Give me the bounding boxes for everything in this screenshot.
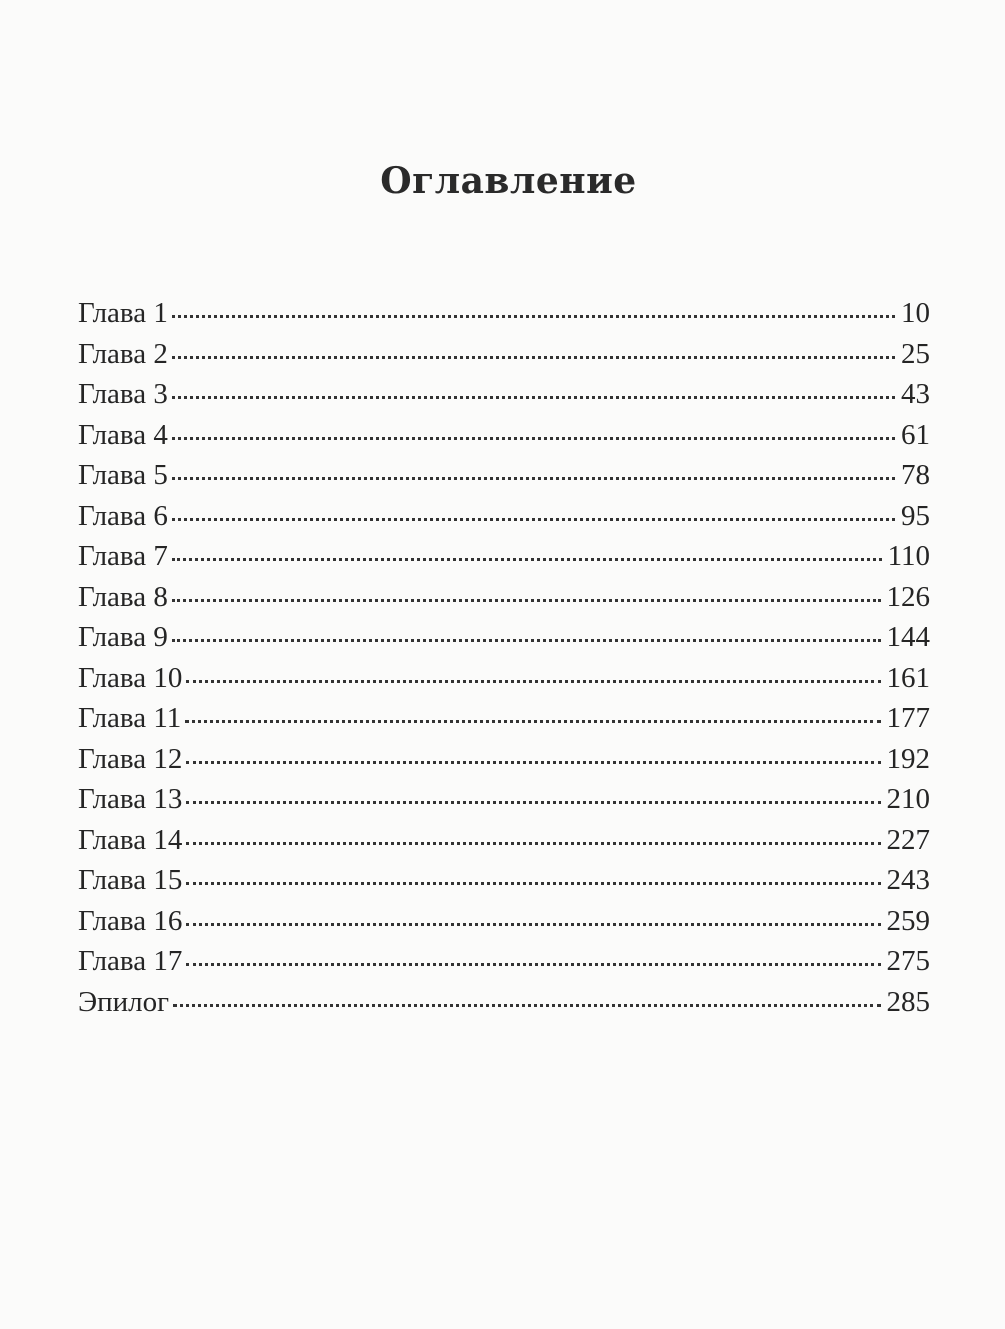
- toc-entry-page: 285: [886, 985, 930, 1018]
- dot-leader: [186, 842, 880, 845]
- toc-entry-label: Глава 5: [78, 459, 168, 491]
- toc-entry: [78, 455, 930, 496]
- toc-entry-page: 110: [887, 540, 930, 572]
- toc-entry: [78, 415, 930, 456]
- toc-entry-page: 95: [901, 499, 930, 532]
- toc-entry: [78, 860, 930, 901]
- dot-leader: [186, 761, 880, 764]
- toc-entry-label: Глава 14: [78, 823, 183, 856]
- toc-entry: [78, 901, 930, 942]
- toc-entry-epilogue: [78, 982, 930, 1023]
- dot-leader: [186, 963, 880, 966]
- page-title: Оглавление: [380, 160, 637, 202]
- dot-leader: [172, 639, 881, 642]
- toc-entry-label: Глава 16: [78, 904, 183, 937]
- toc-entry: [78, 698, 930, 739]
- toc-entry-label: Эпилог: [78, 985, 170, 1018]
- toc-entry: [78, 374, 930, 415]
- toc-entry-page: 78: [901, 459, 930, 491]
- toc-entry-label: Глава 9: [78, 621, 168, 653]
- dot-leader: [186, 801, 880, 804]
- toc-entry-label: Глава 7: [78, 540, 168, 572]
- toc-entry-label: Глава 6: [78, 499, 168, 532]
- toc-entry: [78, 577, 930, 618]
- dot-leader: [172, 437, 895, 440]
- toc-entry: [78, 617, 930, 658]
- dot-leader: [172, 477, 895, 480]
- toc-entry-page: 144: [886, 621, 930, 653]
- toc-entry-label: Глава 17: [78, 945, 183, 977]
- toc-entry-page: 126: [886, 580, 930, 613]
- dot-leader: [172, 356, 895, 359]
- toc-entry: [78, 739, 930, 780]
- toc-entry-label: Глава 15: [78, 864, 183, 896]
- table-of-contents: [78, 293, 930, 1022]
- dot-leader: [173, 1004, 880, 1007]
- toc-entry-page: 192: [886, 742, 930, 775]
- toc-entry-label: Глава 3: [78, 378, 168, 410]
- toc-entry-page: 10: [901, 297, 930, 329]
- toc-entry-page: 61: [901, 418, 930, 451]
- toc-entry-label: Глава 1: [78, 297, 168, 329]
- dot-leader: [172, 396, 895, 399]
- toc-entry-page: 43: [901, 378, 930, 410]
- toc-entry-label: Глава 13: [78, 783, 183, 815]
- dot-leader: [186, 882, 880, 885]
- dot-leader: [172, 315, 895, 318]
- toc-entry-label: Глава 2: [78, 337, 168, 370]
- toc-entry-page: 243: [886, 864, 930, 896]
- toc-entry-label: Глава 11: [78, 702, 182, 734]
- toc-entry: [78, 779, 930, 820]
- toc-entry-page: 210: [886, 783, 930, 815]
- dot-leader: [172, 558, 882, 561]
- toc-entry: [78, 536, 930, 577]
- toc-entry: [78, 941, 930, 982]
- toc-entry: [78, 496, 930, 537]
- toc-entry-page: 25: [901, 337, 930, 370]
- toc-entry-page: 161: [886, 661, 930, 694]
- toc-entry-label: Глава 4: [78, 418, 168, 451]
- toc-entry-page: 259: [886, 904, 930, 937]
- toc-entry: [78, 293, 930, 334]
- dot-leader: [186, 923, 880, 926]
- toc-entry-label: Глава 12: [78, 742, 183, 775]
- toc-entry: [78, 334, 930, 375]
- toc-entry-page: 275: [886, 945, 930, 977]
- toc-entry-label: Глава 10: [78, 661, 183, 694]
- dot-leader: [172, 599, 881, 602]
- dot-leader: [172, 518, 895, 521]
- dot-leader: [185, 720, 880, 723]
- toc-entry: [78, 820, 930, 861]
- dot-leader: [186, 680, 880, 683]
- toc-entry: [78, 658, 930, 699]
- toc-entry-label: Глава 8: [78, 580, 168, 613]
- toc-entry-page: 177: [886, 702, 930, 734]
- toc-entry-page: 227: [886, 823, 930, 856]
